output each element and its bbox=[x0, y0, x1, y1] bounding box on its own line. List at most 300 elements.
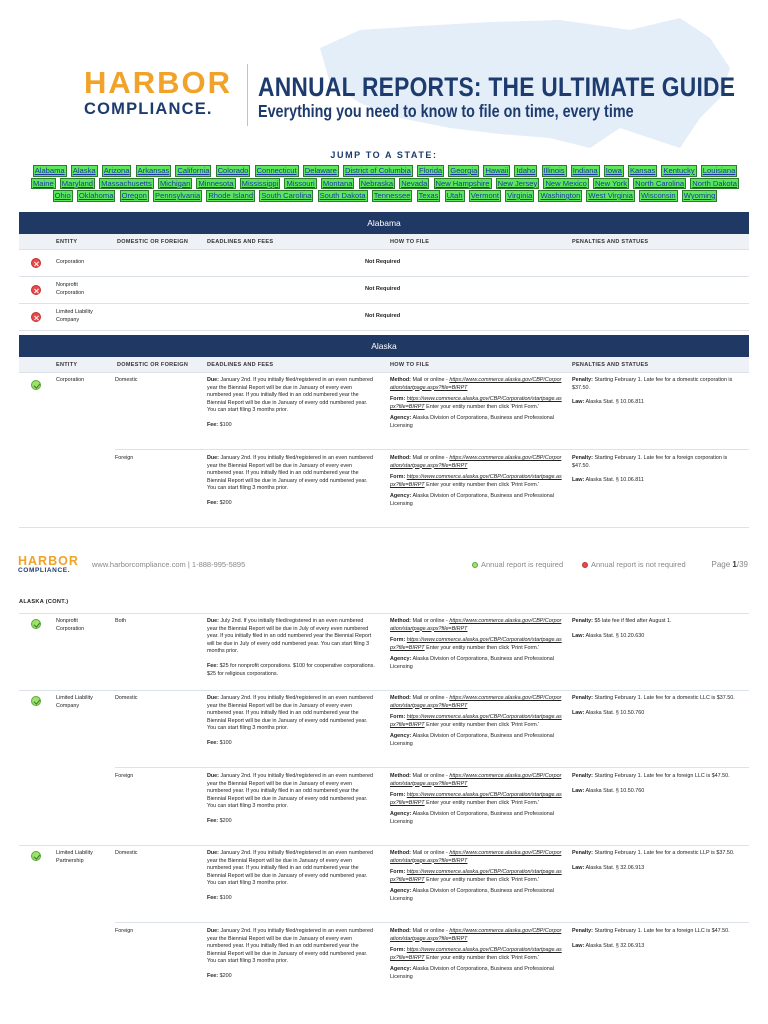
penalty-text: Starting February 1. Late fee for a domestic LLC is $37.50. bbox=[594, 695, 735, 701]
entity-type: Both bbox=[115, 618, 127, 624]
method-text: Mail or online - bbox=[412, 618, 450, 624]
page-subtitle: Everything you need to know to file on time, every time bbox=[258, 101, 634, 121]
method-text: Mail or online - bbox=[412, 850, 450, 856]
state-link[interactable]: Hawaii bbox=[485, 166, 509, 175]
due-text: January 2nd. If you initially filed/registered in an even numbered year the Biennial Report will be due in January of every even numbered year. If you initially filed in an odd numbered year the Biennial Report will be due in January of every odd numbered year. You can start filing 3 months prior. bbox=[207, 695, 374, 732]
col-domestic: DOMESTIC OR FOREIGN bbox=[117, 362, 189, 368]
agency-paragraph bbox=[390, 493, 562, 508]
entity-type: Foreign bbox=[115, 455, 134, 461]
page-current: 1 bbox=[732, 560, 737, 569]
not-required-dot-icon bbox=[582, 562, 588, 568]
agency-label: Agency: bbox=[390, 733, 412, 740]
agency-label: Agency: bbox=[390, 888, 412, 895]
form-link[interactable]: https://www.commerce.alaska.gov/CBP/Corporation/startpage.aspx?file=BIRPT bbox=[390, 637, 562, 651]
col-how: HOW TO FILE bbox=[390, 239, 430, 245]
form-paragraph bbox=[390, 947, 562, 962]
due-paragraph bbox=[207, 928, 375, 966]
state-link[interactable]: Oklahoma bbox=[78, 191, 114, 200]
law-paragraph bbox=[572, 477, 742, 485]
state-link-list bbox=[20, 165, 750, 203]
state-link[interactable]: Alaska bbox=[72, 166, 96, 175]
agency-label: Agency: bbox=[390, 656, 412, 663]
column-headers bbox=[19, 357, 749, 373]
deadline-cell bbox=[207, 455, 375, 508]
state-link[interactable]: South Dakota bbox=[319, 191, 366, 200]
page-total: /39 bbox=[736, 560, 748, 569]
agency-label: Agency: bbox=[390, 966, 412, 973]
due-paragraph bbox=[207, 695, 375, 733]
penalties-cell bbox=[572, 850, 742, 872]
penalties-cell bbox=[572, 455, 742, 485]
due-text: January 2nd. If you initially filed/registered in an even numbered year the Biennial Report will be due in January of every even numbered year. If you initially filed in an odd numbered year the Biennial Report will be due in January of every odd numbered year. You can start filing 3 months prior. bbox=[207, 455, 374, 492]
entity-type: Domestic bbox=[115, 695, 138, 701]
law-paragraph bbox=[572, 399, 742, 407]
fee-text: $200 bbox=[219, 499, 232, 506]
required-icon bbox=[31, 380, 41, 390]
not-required-icon bbox=[31, 285, 41, 295]
legend-required bbox=[472, 560, 563, 569]
state-link[interactable]: Rhode Island bbox=[208, 191, 254, 200]
agency-text: Alaska Division of Corporations, Business and Professional Licensing bbox=[390, 888, 554, 902]
fee-label: Fee: bbox=[207, 421, 219, 428]
col-penalties: PENALTIES AND STATUES bbox=[572, 239, 649, 245]
penalty-text: Starting February 1. Late fee for a foreign corporation is $47.50. bbox=[572, 455, 728, 469]
not-required-icon bbox=[31, 312, 41, 322]
how-to-file-cell bbox=[390, 695, 562, 749]
table-row bbox=[19, 304, 749, 331]
method-label: Method: bbox=[390, 618, 411, 624]
state-header-alaska: Alaska bbox=[19, 335, 749, 357]
how-to-file-cell bbox=[390, 773, 562, 827]
method-text: Mail or online - bbox=[412, 928, 450, 934]
agency-paragraph bbox=[390, 966, 562, 981]
due-label: Due: bbox=[207, 377, 219, 383]
col-entity: ENTITY bbox=[56, 362, 78, 368]
sub-row bbox=[115, 691, 749, 768]
due-text: January 2nd. If you initially filed/registered in an even numbered year the Biennial Report will be due in January of every even numbered year. If you initially filed in an odd numbered year the Biennial Report will be due in January of every odd numbered year. You can start filing 3 months prior. bbox=[207, 377, 374, 414]
fee-paragraph bbox=[207, 422, 375, 430]
form-link[interactable]: https://www.commerce.alaska.gov/CBP/Corporation/startpage.aspx?file=BIRPT bbox=[390, 869, 562, 883]
due-label: Due: bbox=[207, 773, 219, 779]
fee-text: $200 bbox=[219, 972, 232, 979]
form-paragraph bbox=[390, 637, 562, 652]
fee-label: Fee: bbox=[207, 817, 219, 824]
form-paragraph bbox=[390, 396, 562, 411]
entity-type: Domestic bbox=[115, 850, 138, 856]
fee-label: Fee: bbox=[207, 894, 219, 901]
state-link[interactable]: Missouri bbox=[286, 178, 315, 188]
sub-row bbox=[115, 924, 749, 1004]
fee-paragraph bbox=[207, 818, 375, 826]
due-label: Due: bbox=[207, 695, 219, 701]
agency-paragraph bbox=[390, 733, 562, 748]
footer-logo-subword: COMPLIANCE. bbox=[18, 567, 71, 574]
state-link[interactable]: Delaware bbox=[304, 166, 337, 175]
method-text: Mail or online - bbox=[412, 773, 450, 779]
penalty-text: $5 late fee if filed after August 1. bbox=[594, 618, 672, 624]
due-label: Due: bbox=[207, 618, 219, 624]
due-paragraph bbox=[207, 377, 375, 415]
state-link[interactable]: South Carolina bbox=[261, 191, 312, 200]
form-text: Enter your entity number then click 'Print Form.' bbox=[424, 644, 540, 651]
section-alaska bbox=[19, 335, 749, 528]
table-row bbox=[19, 277, 749, 304]
state-link[interactable]: New Mexico bbox=[545, 178, 587, 188]
fee-label: Fee: bbox=[207, 739, 219, 746]
legend-required-label: Annual report is required bbox=[481, 560, 564, 569]
state-link[interactable]: Maryland bbox=[61, 178, 94, 188]
due-paragraph bbox=[207, 455, 375, 493]
status-text: Not Required bbox=[365, 286, 401, 292]
table-row bbox=[19, 250, 749, 277]
continued-label: ALASKA (CONT.) bbox=[19, 599, 69, 605]
required-dot-icon bbox=[472, 562, 478, 568]
due-paragraph bbox=[207, 618, 375, 656]
method-link[interactable]: https://www.commerce.alaska.gov/CBP/Corporation/startpage.aspx?file=BIRPT bbox=[390, 695, 562, 709]
form-label: Form: bbox=[390, 396, 406, 403]
agency-text: Alaska Division of Corporations, Business and Professional Licensing bbox=[390, 493, 554, 507]
due-text: January 2nd. If you initially filed/registered in an even numbered year the Biennial Report will be due in January of every even numbered year. If you initially filed in an odd numbered year the Biennial Report will be due in January of every odd numbered year. You can start filing 3 months prior. bbox=[207, 773, 374, 810]
penalty-text: Starting February 1. Late fee for a domestic LLP is $37.50. bbox=[594, 850, 735, 856]
state-link[interactable]: Mississippi bbox=[241, 178, 279, 188]
state-link[interactable]: Oregon bbox=[121, 191, 147, 200]
table-row bbox=[19, 614, 749, 691]
penalties-cell bbox=[572, 773, 742, 795]
how-to-file-cell bbox=[390, 618, 562, 672]
entity-name: Nonprofit Corporation bbox=[56, 618, 85, 632]
page-number bbox=[712, 560, 748, 569]
state-link[interactable]: New York bbox=[594, 178, 628, 188]
how-to-file-cell bbox=[390, 455, 562, 509]
method-link[interactable]: https://www.commerce.alaska.gov/CBP/Corporation/startpage.aspx?file=BIRPT bbox=[390, 773, 562, 787]
state-link[interactable]: Wyoming bbox=[683, 191, 716, 200]
penalties-cell bbox=[572, 928, 742, 950]
law-text: Alaska Stat. § 32.06.913 bbox=[585, 864, 645, 871]
state-link[interactable]: New Jersey bbox=[497, 178, 538, 188]
penalty-label: Penalty: bbox=[572, 928, 593, 934]
form-label: Form: bbox=[390, 714, 406, 721]
state-link[interactable]: Minnesota bbox=[198, 178, 234, 188]
agency-paragraph bbox=[390, 888, 562, 903]
fee-label: Fee: bbox=[207, 499, 219, 506]
form-label: Form: bbox=[390, 474, 406, 481]
state-link[interactable]: Ohio bbox=[54, 191, 71, 200]
penalty-label: Penalty: bbox=[572, 695, 593, 701]
state-link[interactable]: District of Columbia bbox=[344, 166, 411, 175]
fee-paragraph bbox=[207, 740, 375, 748]
required-icon bbox=[31, 851, 41, 861]
form-link[interactable]: https://www.commerce.alaska.gov/CBP/Corporation/startpage.aspx?file=BIRPT bbox=[390, 396, 562, 410]
state-link[interactable]: California bbox=[177, 166, 210, 175]
deadline-cell bbox=[207, 695, 375, 748]
form-paragraph bbox=[390, 869, 562, 884]
state-link[interactable]: North Dakota bbox=[692, 178, 737, 188]
penalty-label: Penalty: bbox=[572, 618, 593, 624]
agency-paragraph bbox=[390, 811, 562, 826]
fee-paragraph bbox=[207, 973, 375, 981]
state-link[interactable]: Nevada bbox=[401, 178, 428, 188]
col-deadlines: DEADLINES AND FEES bbox=[207, 239, 274, 245]
form-paragraph bbox=[390, 714, 562, 729]
required-icon bbox=[31, 619, 41, 629]
col-deadlines: DEADLINES AND FEES bbox=[207, 362, 274, 368]
method-text: Mail or online - bbox=[412, 455, 450, 461]
state-link[interactable]: Idaho bbox=[516, 166, 536, 175]
penalty-label: Penalty: bbox=[572, 773, 593, 779]
fee-label: Fee: bbox=[207, 972, 219, 979]
sub-row bbox=[115, 846, 749, 923]
penalty-paragraph bbox=[572, 850, 742, 858]
agency-label: Agency: bbox=[390, 493, 412, 500]
fee-label: Fee: bbox=[207, 662, 219, 669]
state-link[interactable]: Arkansas bbox=[137, 166, 170, 175]
form-label: Form: bbox=[390, 637, 406, 644]
law-label: Law: bbox=[572, 477, 585, 484]
fee-text: $200 bbox=[219, 817, 232, 824]
fee-text: $25 for nonprofit corporations. $100 for cooperative corporations. $25 for religious corporations. bbox=[207, 662, 375, 677]
state-link[interactable]: Utah bbox=[446, 191, 463, 200]
due-label: Due: bbox=[207, 928, 219, 934]
method-paragraph bbox=[390, 455, 562, 470]
state-link[interactable]: New Hampshire bbox=[435, 178, 490, 188]
sub-row bbox=[115, 769, 749, 846]
method-paragraph bbox=[390, 618, 562, 633]
state-link[interactable]: Georgia bbox=[450, 166, 478, 175]
method-paragraph bbox=[390, 850, 562, 865]
form-link[interactable]: https://www.commerce.alaska.gov/CBP/Corporation/startpage.aspx?file=BIRPT bbox=[390, 947, 562, 961]
method-label: Method: bbox=[390, 695, 411, 701]
state-link[interactable]: Virginia bbox=[507, 191, 533, 200]
law-text: Alaska Stat. § 32.06.913 bbox=[585, 942, 645, 949]
entity-name: Nonprofit Corporation bbox=[56, 282, 85, 296]
agency-label: Agency: bbox=[390, 811, 412, 818]
jump-label: JUMP TO A STATE: bbox=[330, 150, 438, 160]
form-label: Form: bbox=[390, 947, 406, 954]
state-link[interactable]: Kentucky bbox=[663, 166, 695, 175]
state-link[interactable]: Tennessee bbox=[373, 191, 411, 200]
how-to-file-cell bbox=[390, 928, 562, 982]
deadline-cell bbox=[207, 618, 375, 678]
form-paragraph bbox=[390, 792, 562, 807]
agency-text: Alaska Division of Corporations, Business and Professional Licensing bbox=[390, 966, 554, 980]
state-link[interactable]: Arizona bbox=[103, 166, 130, 175]
due-label: Due: bbox=[207, 455, 219, 461]
deadline-cell bbox=[207, 773, 375, 826]
due-paragraph bbox=[207, 850, 375, 888]
penalty-paragraph bbox=[572, 695, 742, 703]
form-link[interactable]: https://www.commerce.alaska.gov/CBP/Corporation/startpage.aspx?file=BIRPT bbox=[390, 792, 562, 806]
method-paragraph bbox=[390, 377, 562, 392]
penalty-text: Starting February 1. Late fee for a foreign LLC is $47.50. bbox=[594, 928, 730, 934]
entity-type: Domestic bbox=[115, 377, 138, 383]
col-how: HOW TO FILE bbox=[390, 362, 430, 368]
header-divider bbox=[247, 64, 248, 126]
state-link[interactable]: Florida bbox=[418, 166, 443, 175]
page-label: Page bbox=[711, 560, 733, 569]
form-label: Form: bbox=[390, 869, 406, 876]
table-row bbox=[19, 373, 749, 528]
footer-logo-wordmark: HARBOR bbox=[18, 554, 79, 568]
sub-row bbox=[115, 373, 749, 450]
law-text: Alaska Stat. § 10.50.760 bbox=[585, 709, 645, 716]
fee-text: $100 bbox=[219, 894, 232, 901]
form-text: Enter your entity number then click 'Print Form.' bbox=[424, 403, 540, 410]
method-paragraph bbox=[390, 773, 562, 788]
form-text: Enter your entity number then click 'Print Form.' bbox=[424, 799, 540, 806]
form-text: Enter your entity number then click 'Print Form.' bbox=[424, 876, 540, 883]
fee-paragraph bbox=[207, 500, 375, 508]
law-paragraph bbox=[572, 633, 742, 641]
section-alabama bbox=[19, 212, 749, 331]
agency-text: Alaska Division of Corporations, Business and Professional Licensing bbox=[390, 733, 554, 747]
law-paragraph bbox=[572, 788, 742, 796]
fee-paragraph bbox=[207, 663, 375, 678]
entity-name: Limited Liability Company bbox=[56, 695, 93, 709]
fee-text: $100 bbox=[219, 421, 232, 428]
page-title: ANNUAL REPORTS: THE ULTIMATE GUIDE bbox=[258, 72, 736, 102]
law-text: Alaska Stat. § 10.50.760 bbox=[585, 787, 645, 794]
section-alaska-cont bbox=[19, 613, 749, 1006]
agency-paragraph bbox=[390, 415, 562, 430]
table-row bbox=[19, 846, 749, 1006]
footer-logo bbox=[18, 555, 79, 574]
state-link[interactable]: West Virginia bbox=[588, 191, 633, 200]
legend-not-required-label: Annual report is not required bbox=[591, 560, 686, 569]
penalties-cell bbox=[572, 618, 742, 640]
logo-subword: COMPLIANCE. bbox=[84, 100, 213, 118]
entity-type: Foreign bbox=[115, 773, 134, 779]
law-paragraph bbox=[572, 710, 742, 718]
fee-text: $100 bbox=[219, 739, 232, 746]
agency-text: Alaska Division of Corporations, Business and Professional Licensing bbox=[390, 415, 554, 429]
legend-not-required bbox=[582, 560, 686, 569]
entity-name: Limited Liability Company bbox=[56, 309, 93, 323]
penalty-paragraph bbox=[572, 618, 742, 626]
entity-name: Limited Liability Partnership bbox=[56, 850, 93, 864]
form-paragraph bbox=[390, 474, 562, 489]
agency-paragraph bbox=[390, 656, 562, 671]
fee-paragraph bbox=[207, 895, 375, 903]
method-link[interactable]: https://www.commerce.alaska.gov/CBP/Corporation/startpage.aspx?file=BIRPT bbox=[390, 618, 562, 632]
state-link[interactable]: Colorado bbox=[217, 166, 249, 175]
due-label: Due: bbox=[207, 850, 219, 856]
state-link[interactable]: Massachusetts bbox=[101, 178, 152, 188]
state-link[interactable]: Michigan bbox=[159, 178, 191, 188]
deadline-cell bbox=[207, 928, 375, 981]
required-icon bbox=[31, 696, 41, 706]
method-label: Method: bbox=[390, 773, 411, 779]
agency-text: Alaska Division of Corporations, Business and Professional Licensing bbox=[390, 811, 554, 825]
footer-contact[interactable]: www.harborcompliance.com | 1-888-995-5895 bbox=[92, 560, 246, 569]
method-link[interactable]: https://www.commerce.alaska.gov/CBP/Corporation/startpage.aspx?file=BIRPT bbox=[390, 377, 562, 391]
col-domestic: DOMESTIC OR FOREIGN bbox=[117, 239, 189, 245]
law-text: Alaska Stat. § 10.20.630 bbox=[585, 632, 645, 639]
law-paragraph bbox=[572, 865, 742, 873]
method-label: Method: bbox=[390, 455, 411, 461]
state-link[interactable]: Alabama bbox=[34, 166, 65, 175]
method-label: Method: bbox=[390, 928, 411, 934]
method-label: Method: bbox=[390, 850, 411, 856]
deadline-cell bbox=[207, 377, 375, 430]
penalty-text: Starting February 1. Late fee for a domestic corporation is $37.50. bbox=[572, 377, 733, 391]
law-label: Law: bbox=[572, 709, 585, 716]
entity-name: Corporation bbox=[56, 377, 85, 383]
status-text: Not Required bbox=[365, 259, 401, 265]
state-link[interactable]: Montana bbox=[322, 178, 353, 188]
form-text: Enter your entity number then click 'Print Form.' bbox=[424, 721, 540, 728]
form-text: Enter your entity number then click 'Print Form.' bbox=[424, 954, 540, 961]
due-text: January 2nd. If you initially filed/registered in an even numbered year the Biennial Report will be due in January of every even numbered year. If you initially filed in an odd numbered year the Biennial Report will be due in January of every odd numbered year. You can start filing 3 months prior. bbox=[207, 850, 374, 887]
law-text: Alaska Stat. § 10.06.811 bbox=[585, 399, 644, 406]
state-link[interactable]: Illinois bbox=[543, 166, 565, 175]
state-link[interactable]: North Carolina bbox=[635, 178, 685, 188]
state-header-alabama: Alabama bbox=[19, 212, 749, 234]
entity-name: Corporation bbox=[56, 259, 85, 265]
entity-type: Foreign bbox=[115, 928, 134, 934]
agency-text: Alaska Division of Corporations, Business and Professional Licensing bbox=[390, 656, 554, 670]
state-link[interactable]: Maine bbox=[32, 178, 54, 188]
method-text: Mail or online - bbox=[412, 695, 450, 701]
due-text: July 2nd. If you initially filed/registered in an even numbered year the Biennial Report will be due in July of every even numbered year. If you initially filed in an odd numbered year the Biennial Report will be due in July of every odd numbered year. You can start filing 3 months prior. bbox=[207, 618, 372, 655]
law-label: Law: bbox=[572, 864, 585, 871]
penalty-label: Penalty: bbox=[572, 377, 593, 383]
hero-header bbox=[0, 0, 768, 140]
method-link[interactable]: https://www.commerce.alaska.gov/CBP/Corporation/startpage.aspx?file=BIRPT bbox=[390, 928, 562, 942]
agency-label: Agency: bbox=[390, 415, 412, 422]
form-link[interactable]: https://www.commerce.alaska.gov/CBP/Corporation/startpage.aspx?file=BIRPT bbox=[390, 474, 562, 488]
method-paragraph bbox=[390, 928, 562, 943]
state-link[interactable]: Wisconsin bbox=[641, 191, 676, 200]
method-link[interactable]: https://www.commerce.alaska.gov/CBP/Corporation/startpage.aspx?file=BIRPT bbox=[390, 850, 562, 864]
state-link[interactable]: Pennsylvania bbox=[155, 191, 201, 200]
harbor-logo bbox=[84, 65, 244, 119]
how-to-file-cell bbox=[390, 377, 562, 431]
column-headers bbox=[19, 234, 749, 250]
law-label: Law: bbox=[572, 787, 585, 794]
due-text: January 2nd. If you initially filed/registered in an even numbered year the Biennial Report will be due in January of every even numbered year. If you initially filed in an odd numbered year the Biennial Report will be due in January of every odd numbered year. You can start filing 3 months prior. bbox=[207, 928, 374, 965]
col-penalties: PENALTIES AND STATUES bbox=[572, 362, 649, 368]
method-link[interactable]: https://www.commerce.alaska.gov/CBP/Corporation/startpage.aspx?file=BIRPT bbox=[390, 455, 562, 469]
state-link[interactable]: Washington bbox=[540, 191, 581, 200]
logo-wordmark: HARBOR bbox=[84, 65, 233, 100]
deadline-cell bbox=[207, 850, 375, 903]
state-link[interactable]: Louisiana bbox=[702, 166, 736, 175]
state-link[interactable]: Vermont bbox=[470, 191, 500, 200]
state-link[interactable]: Texas bbox=[418, 191, 439, 200]
penalty-label: Penalty: bbox=[572, 455, 593, 461]
state-link[interactable]: Nebraska bbox=[360, 178, 394, 188]
form-link[interactable]: https://www.commerce.alaska.gov/CBP/Corporation/startpage.aspx?file=BIRPT bbox=[390, 714, 562, 728]
sub-row bbox=[115, 451, 749, 528]
state-link[interactable]: Indiana bbox=[572, 166, 598, 175]
law-text: Alaska Stat. § 10.06.811 bbox=[585, 477, 644, 484]
penalty-paragraph bbox=[572, 455, 742, 470]
penalties-cell bbox=[572, 695, 742, 717]
state-link[interactable]: Iowa bbox=[605, 166, 622, 175]
how-to-file-cell bbox=[390, 850, 562, 904]
law-label: Law: bbox=[572, 399, 585, 406]
form-label: Form: bbox=[390, 792, 406, 799]
col-entity: ENTITY bbox=[56, 239, 78, 245]
state-link[interactable]: Kansas bbox=[629, 166, 656, 175]
state-link[interactable]: Connecticut bbox=[256, 166, 297, 175]
page-footer bbox=[0, 555, 768, 575]
penalty-paragraph bbox=[572, 928, 742, 936]
form-text: Enter your entity number then click 'Print Form.' bbox=[424, 481, 540, 488]
sub-row bbox=[115, 614, 749, 691]
penalty-paragraph bbox=[572, 773, 742, 781]
law-label: Law: bbox=[572, 942, 585, 949]
